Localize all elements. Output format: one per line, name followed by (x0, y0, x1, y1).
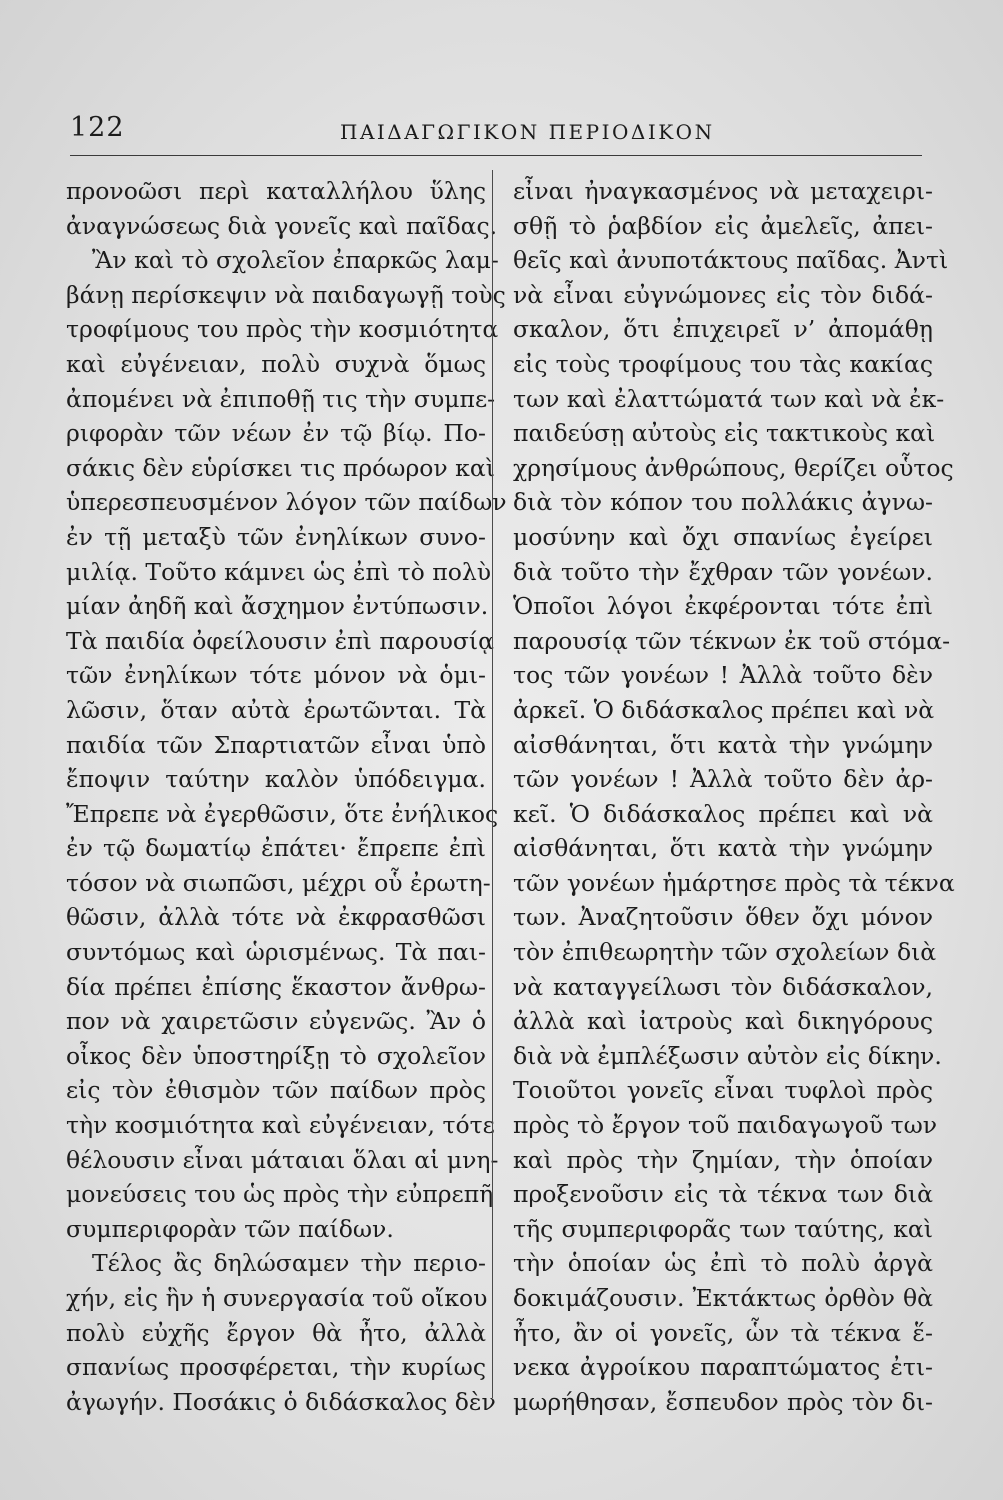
right-column-line: ἀρκεῖ. Ὁ διδάσκαλος πρέπει καὶ νὰ (513, 695, 935, 724)
left-column-line: βάνῃ περίσκεψιν νὰ παιδαγωγῇ τοὺς (66, 280, 506, 309)
right-column-line: διὰ τὸν κόπον του πολλάκις ἀγνω- (513, 488, 933, 517)
left-column-line: σάκις δὲν εὑρίσκει τις πρόωρον καὶ (66, 453, 495, 482)
right-column-line: καὶ πρὸς τὴν ζημίαν, τὴν ὁποίαν (513, 1145, 933, 1174)
right-column-line: των καὶ ἐλαττώματά των καὶ νὰ ἐκ- (513, 384, 945, 413)
left-column-line: συμπεριφορὰν τῶν παίδων. (66, 1214, 394, 1243)
right-column-line: μωρήθησαν, ἔσπευδον πρὸς τὸν δι- (513, 1387, 933, 1416)
left-column-line: Τέλος ἂς δηλώσαμεν τὴν περιο- (92, 1249, 486, 1278)
left-column-line: ἐν τῷ δωματίῳ ἐπάτει· ἔπρεπε ἐπὶ (66, 834, 486, 863)
right-column-line: προξενοῦσιν εἰς τὰ τέκνα των διὰ (513, 1180, 933, 1209)
right-column-line: εἰς τοὺς τροφίμους του τὰς κακίας (513, 349, 933, 378)
right-column-line: νεκα ἀγροίκου παραπτώματος ἐτι- (513, 1353, 933, 1382)
left-column-line: ὑπερεσπευσμένον λόγον τῶν παίδων (66, 488, 507, 517)
right-column-line: χρησίμους ἀνθρώπους, θερίζει οὗτος (513, 453, 954, 482)
left-column-line: σπανίως προσφέρεται, τὴν κυρίως (66, 1353, 486, 1382)
right-column-line: θεῖς καὶ ἀνυποτάκτους παῖδας. Ἀντὶ (513, 246, 949, 275)
left-column-line: τόσον νὰ σιωπῶσι, μέχρι οὗ ἐρωτη- (66, 868, 491, 897)
left-column-line: ἀναγνώσεως διὰ γονεῖς καὶ παῖδας. (66, 211, 498, 240)
right-column-line: αἰσθάνηται, ὅτι κατὰ τὴν γνώμην (513, 730, 933, 759)
left-column-line: ἔποψιν ταύτην καλὸν ὑπόδειγμα. (66, 765, 486, 794)
column-divider (492, 170, 493, 1398)
left-column-line: ἀγωγήν. Ποσάκις ὁ διδάσκαλος δὲν (66, 1387, 496, 1416)
left-column-line: μιλίᾳ. Τοῦτο κάμνει ὡς ἐπὶ τὸ πολὺ (66, 557, 492, 586)
right-column-line: σθῇ τὸ ῥαβδίον εἰς ἀμελεῖς, ἀπει- (513, 211, 933, 240)
header-rule (70, 155, 922, 156)
right-column-line: σκαλον, ὅτι ἐπιχειρεῖ ν’ ἀπομάθῃ (513, 315, 933, 344)
right-column-line: νὰ εἶναι εὐγνώμονες εἰς τὸν διδά- (513, 280, 933, 309)
left-column-line: οἶκος δὲν ὑποστηρίξῃ τὸ σχολεῖον (66, 1041, 486, 1070)
left-column-line: ἐν τῇ μεταξὺ τῶν ἐνηλίκων συνο- (66, 522, 486, 551)
right-column-line: εἶναι ἠναγκασμένος νὰ μεταχειρι- (513, 177, 933, 205)
left-column-line: τῶν ἐνηλίκων τότε μόνον νὰ ὁμι- (66, 661, 486, 690)
left-column-line: θέλουσιν εἶναι μάταιαι ὅλαι αἱ μνη- (66, 1145, 499, 1174)
right-column-line: ἀλλὰ καὶ ἰατροὺς καὶ δικηγόρους (513, 1007, 933, 1036)
running-title: ΠΑΙΔΑΓΩΓΙΚΟΝ ΠΕΡΙΟΔΙΚΟΝ (340, 120, 715, 144)
right-column-line: διὰ νὰ ἐμπλέξωσιν αὐτὸν εἰς δίκην. (513, 1041, 942, 1070)
left-column-line: τροφίμους του πρὸς τὴν κοσμιότητα (66, 315, 499, 344)
left-column-line: εἰς τὸν ἐθισμὸν τῶν παίδων πρὸς (66, 1076, 486, 1105)
right-column-line: τῶν γονέων ! Ἀλλὰ τοῦτο δὲν ἀρ- (513, 765, 933, 794)
left-column-line: χήν, εἰς ἣν ἡ συνεργασία τοῦ οἴκου (66, 1284, 488, 1312)
page-number: 122 (70, 112, 125, 143)
left-column-line: μονεύσεις του ὡς πρὸς τὴν εὐπρεπῆ (66, 1180, 494, 1209)
left-column-line: τὴν κοσμιότητα καὶ εὐγένειαν, τότε (66, 1111, 495, 1140)
right-column-line: αἰσθάνηται, ὅτι κατὰ τὴν γνώμην (513, 834, 933, 863)
left-column-line: ἀπομένει νὰ ἐπιποθῇ τις τὴν συμπε- (66, 384, 496, 413)
right-column-line: τῶν γονέων ἡμάρτησε πρὸς τὰ τέκνα (513, 868, 955, 897)
left-column-line: καὶ εὐγένειαν, πολὺ συχνὰ ὅμως (66, 349, 486, 378)
right-column (513, 174, 955, 1419)
left-column-line: συντόμως καὶ ὡρισμένως. Τὰ παι- (66, 938, 486, 967)
right-column-line: Ὁποῖοι λόγοι ἐκφέρονται τότε ἐπὶ (513, 592, 933, 621)
right-column-line: πρὸς τὸ ἔργον τοῦ παιδαγωγοῦ των (513, 1111, 938, 1140)
left-column-line: λῶσιν, ὅταν αὐτὰ ἐρωτῶνται. Τὰ (66, 695, 486, 724)
left-column-line: Ἂν καὶ τὸ σχολεῖον ἐπαρκῶς λαμ- (92, 246, 499, 275)
left-column-line: πολὺ εὐχῆς ἔργον θὰ ἦτο, ἀλλὰ (66, 1318, 486, 1347)
right-column-line: Τοιοῦτοι γονεῖς εἶναι τυφλοὶ πρὸς (513, 1076, 933, 1105)
left-column-line: προνοῶσι περὶ καταλλήλου ὕλης (66, 177, 486, 205)
right-column-line: τῆς συμπεριφορᾶς των ταύτης, καὶ (513, 1214, 933, 1243)
right-column-line: ἦτο, ἂν οἱ γονεῖς, ὧν τὰ τέκνα ἕ- (513, 1318, 933, 1347)
right-column-line: κεῖ. Ὁ διδάσκαλος πρέπει καὶ νὰ (513, 799, 933, 828)
left-column-line: ριφορὰν τῶν νέων ἐν τῷ βίῳ. Πο- (66, 419, 486, 448)
right-column-line: τὸν ἐπιθεωρητὴν τῶν σχολείων διὰ (513, 938, 937, 967)
left-column-line: πον νὰ χαιρετῶσιν εὐγενῶς. Ἂν ὁ (66, 1007, 486, 1036)
right-column-line: τος τῶν γονέων ! Ἀλλὰ τοῦτο δὲν (513, 661, 933, 690)
left-column (66, 174, 507, 1419)
right-column-line: τὴν ὁποίαν ὡς ἐπὶ τὸ πολὺ ἀργὰ (513, 1249, 933, 1278)
left-column-line: Ἔπρεπε νὰ ἐγερθῶσιν, ὅτε ἐνήλικος (66, 799, 499, 828)
right-column-line: των. Ἀναζητοῦσιν ὅθεν ὄχι μόνον (513, 903, 933, 932)
right-column-line: παρουσίᾳ τῶν τέκνων ἐκ τοῦ στόμα- (513, 626, 951, 655)
page-header (70, 112, 922, 152)
left-column-line: παιδία τῶν Σπαρτιατῶν εἶναι ὑπὸ (66, 730, 486, 759)
right-column-line: μοσύνην καὶ ὄχι σπανίως ἐγείρει (513, 522, 933, 551)
right-column-line: δοκιμάζουσιν. Ἐκτάκτως ὀρθὸν θὰ (513, 1284, 933, 1312)
left-column-line: μίαν ἀηδῆ καὶ ἄσχημον ἐντύπωσιν. (66, 592, 489, 621)
right-column-line: διὰ τοῦτο τὴν ἔχθραν τῶν γονέων. (513, 557, 933, 586)
left-column-line: δία πρέπει ἐπίσης ἕκαστον ἄνθρω- (66, 972, 486, 1001)
right-column-line: παιδεύσῃ αὐτοὺς εἰς τακτικοὺς καὶ (513, 419, 936, 448)
right-column-line: νὰ καταγγείλωσι τὸν διδάσκαλον, (513, 972, 933, 1001)
left-column-line: θῶσιν, ἀλλὰ τότε νὰ ἐκφρασθῶσι (66, 903, 486, 932)
left-column-line: Τὰ παιδία ὀφείλουσιν ἐπὶ παρουσίᾳ (66, 626, 495, 655)
